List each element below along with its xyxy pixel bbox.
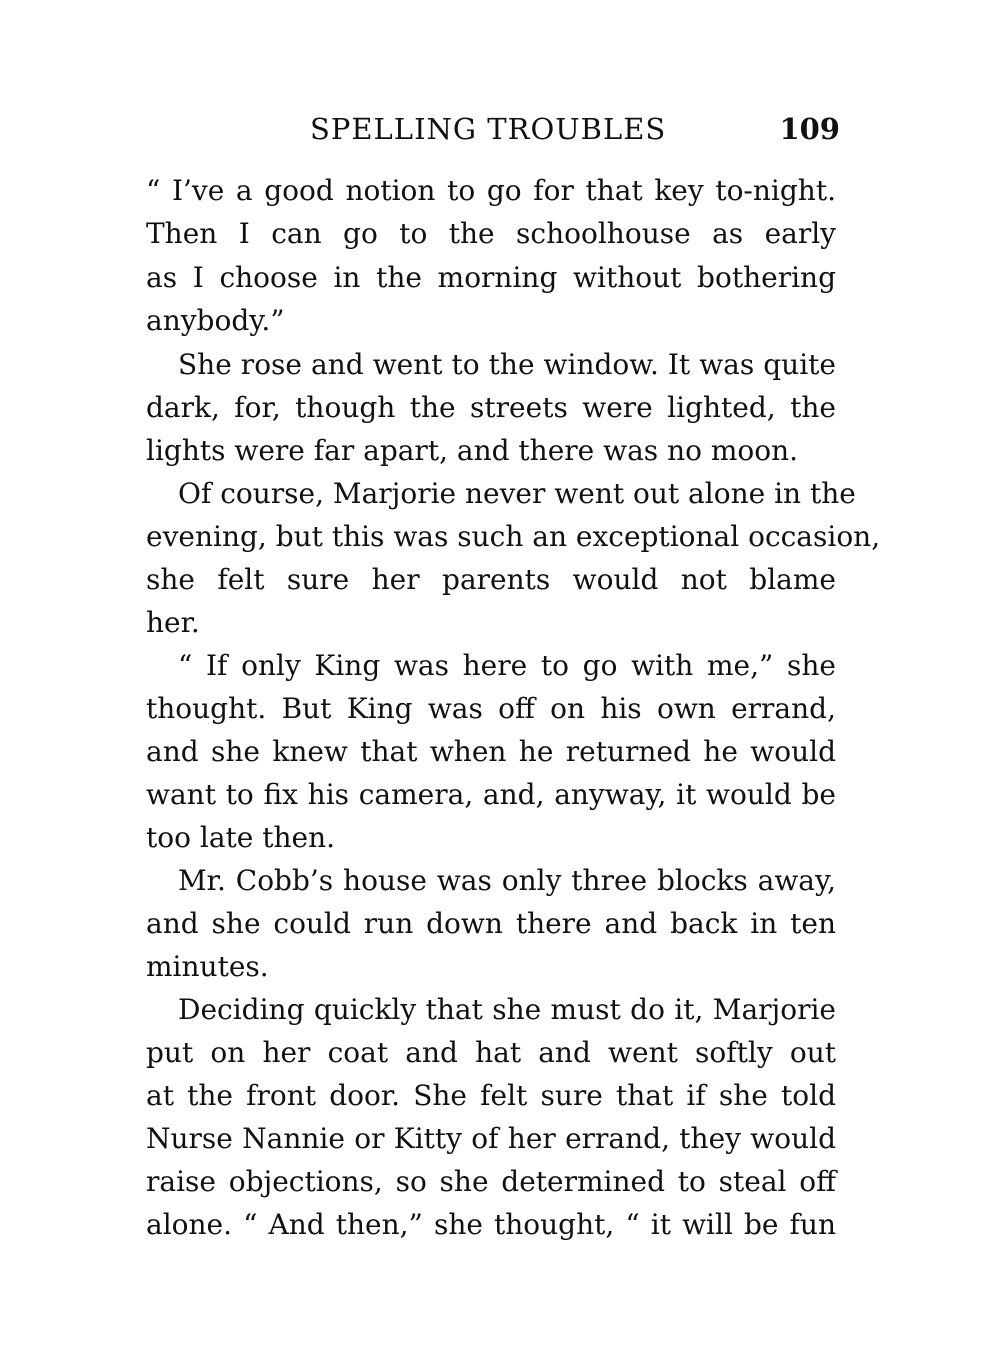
- running-title: SPELLING TROUBLES: [310, 112, 667, 146]
- text-line: alone. “ And then,” she thought, “ it will be fun: [146, 1208, 836, 1241]
- text-line: anybody.”: [146, 304, 285, 337]
- text-line: Of course, Marjorie never went out alone in the: [178, 477, 856, 510]
- text-line: thought. But King was off on his own errand,: [146, 692, 836, 725]
- text-line: too late then.: [146, 821, 336, 854]
- text-line: her.: [146, 606, 200, 639]
- text-line: lights were far apart, and there was no moon.: [146, 434, 799, 467]
- page-number: 109: [779, 112, 840, 146]
- text-line: “ I’ve a good notion to go for that key to-night.: [146, 174, 836, 207]
- text-line: “ If only King was here to go with me,” she: [178, 649, 836, 682]
- text-line: raise objections, so she determined to steal off: [146, 1165, 836, 1198]
- text-line: and she knew that when he returned he would: [146, 735, 836, 768]
- text-line: dark, for, though the streets were lighted, the: [146, 391, 836, 424]
- text-line: Deciding quickly that she must do it, Marjorie: [178, 993, 836, 1026]
- text-line: She rose and went to the window. It was quite: [178, 348, 836, 381]
- text-line: evening, but this was such an exceptional occasion,: [146, 520, 881, 553]
- text-line: Then I can go to the schoolhouse as early: [146, 217, 836, 250]
- text-line: at the front door. She felt sure that if she told: [146, 1079, 836, 1112]
- text-line: Mr. Cobb’s house was only three blocks away,: [178, 864, 836, 897]
- text-line: want to fix his camera, and, anyway, it would be: [146, 778, 836, 811]
- text-line: she felt sure her parents would not blame: [146, 563, 836, 596]
- text-line: put on her coat and hat and went softly out: [146, 1036, 836, 1069]
- text-line: as I choose in the morning without bothering: [146, 261, 836, 294]
- running-head: [146, 112, 840, 152]
- text-line: minutes.: [146, 950, 269, 983]
- text-line: and she could run down there and back in ten: [146, 907, 836, 940]
- text-line: Nurse Nannie or Kitty of her errand, they would: [146, 1122, 836, 1155]
